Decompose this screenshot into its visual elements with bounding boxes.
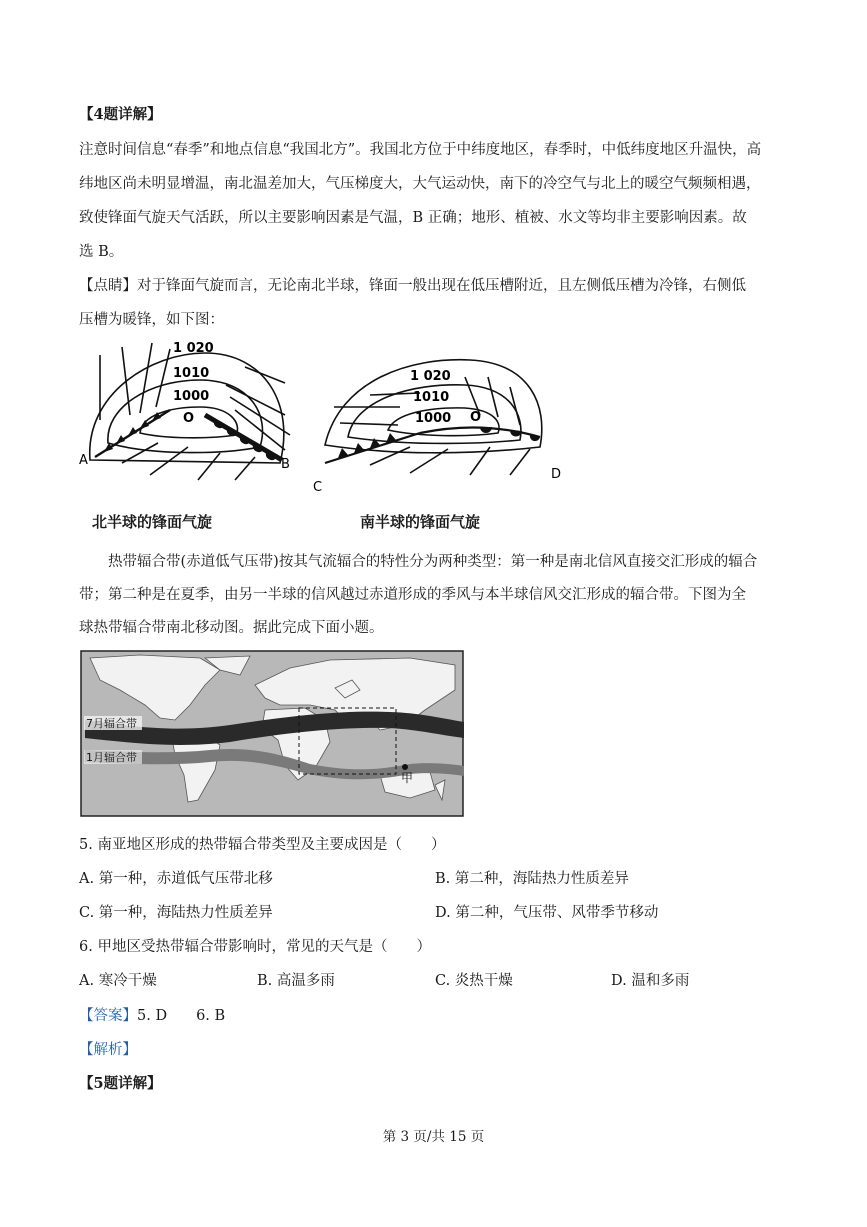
jan-band-label: 1月辐合带 <box>86 751 137 764</box>
q6-option-d[interactable]: D. 温和多雨 <box>611 973 690 989</box>
north-label-b: B <box>281 457 290 472</box>
para4-line2: 纬地区尚未明显增温，南北温差加大，气压梯度大，大气运动快，南下的冷空气与北上的暖空气频频相遇， <box>79 176 761 192</box>
intro-line2: 带；第二种是在夏季，由另一半球的信风越过赤道形成的季风与本半球信风交汇形成的辐合带。下图为全 <box>79 587 746 603</box>
q6-option-a[interactable]: A. 寒冷干燥 <box>79 973 157 989</box>
answer-label: 【答案】 <box>79 1008 137 1024</box>
para4-line3: 致使锋面气旋天气活跃，所以主要影响因素是气温，B 正确；地形、植被、水文等均非主要影响因素。故 <box>79 210 747 226</box>
q5-option-a[interactable]: A. 第一种，赤道低气压带北移 <box>79 871 273 887</box>
south-isobar-1000: 1000 <box>415 411 452 426</box>
front-cyclone-diagram <box>70 335 570 495</box>
q5-stem: 5. 南亚地区形成的热带辐合带类型及主要成因是（ ） <box>79 837 446 853</box>
south-center-label: O <box>470 410 482 425</box>
july-band-label: 7月辐合带 <box>86 717 137 730</box>
point-jia-marker <box>402 764 408 770</box>
point-line1: 【点睛】对于锋面气旋而言，无论南北半球，锋面一般出现在低压槽附近，且左侧低压槽为冷锋，右侧低 <box>79 278 746 294</box>
north-isobar-1020: 1 020 <box>173 341 214 356</box>
answer-text: 5. D 6. B <box>137 1008 226 1024</box>
south-label-c: C <box>313 480 323 495</box>
north-caption: 北半球的锋面气旋 <box>92 513 213 531</box>
south-isobar-1020: 1 020 <box>410 369 451 384</box>
intro-line1: 热带辐合带(赤道低气压带)按其气流辐合的特性分为两种类型：第一种是南北信风直接交汇形成的辐合 <box>108 554 758 570</box>
answer-row <box>79 1006 225 1026</box>
north-isobar-1010: 1010 <box>173 366 210 381</box>
point-line2: 压槽为暖锋，如下图： <box>79 312 224 328</box>
para4-line4: 选 B。 <box>79 244 124 260</box>
north-isobar-1000: 1000 <box>173 389 210 404</box>
heading-q4: 【4题详解】 <box>79 106 162 123</box>
q5-option-d[interactable]: D. 第二种，气压带、风带季节移动 <box>435 905 659 921</box>
q6-option-b[interactable]: B. 高温多雨 <box>257 973 335 989</box>
q6-stem: 6. 甲地区受热带辐合带影响时，常见的天气是（ ） <box>79 939 431 955</box>
south-caption: 南半球的锋面气旋 <box>360 513 481 531</box>
q5-option-c[interactable]: C. 第一种，海陆热力性质差异 <box>79 905 273 921</box>
south-label-d: D <box>551 467 562 482</box>
intro-line3: 球热带辐合带南北移动图。据此完成下面小题。 <box>79 620 384 636</box>
analysis-label: 【解析】 <box>79 1042 137 1058</box>
q5-option-b[interactable]: B. 第二种，海陆热力性质差异 <box>435 871 629 887</box>
north-label-a: A <box>79 453 88 468</box>
north-center-label: O <box>183 411 195 426</box>
itcz-world-map <box>80 650 464 817</box>
q6-option-c[interactable]: C. 炎热干燥 <box>435 973 513 989</box>
para4-line1: 注意时间信息“春季”和地点信息“我国北方”。我国北方位于中纬度地区，春季时，中低纬度地区升温快，高 <box>79 142 762 158</box>
point-jia-label: 甲 <box>401 771 414 785</box>
page-footer: 第 3 页/共 15 页 <box>382 1129 485 1145</box>
heading-q5: 【5题详解】 <box>79 1075 162 1092</box>
south-isobar-1010: 1010 <box>413 390 450 405</box>
